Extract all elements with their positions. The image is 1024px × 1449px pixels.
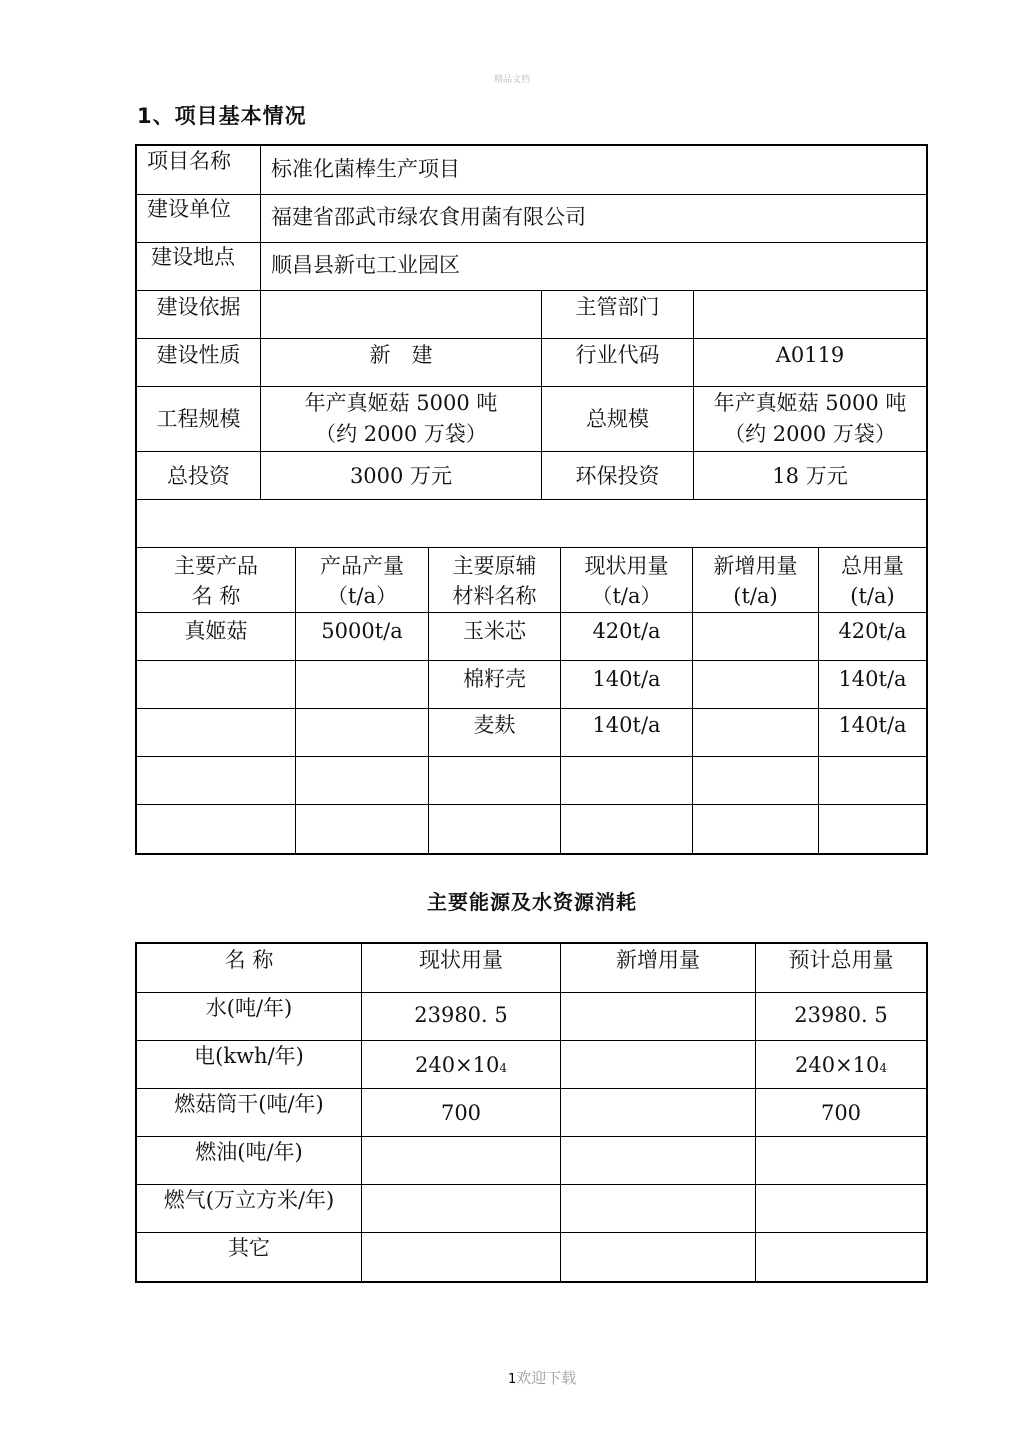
energy-row-current: 700 — [440, 1101, 482, 1125]
table-cell: 140t/a — [592, 667, 661, 691]
materials-header-material — [429, 551, 560, 611]
energy-row-name: 其它 — [228, 1236, 270, 1260]
page-number: 1 — [508, 1372, 517, 1387]
project-name-label: 项目名称 — [147, 149, 231, 173]
table-cell: 棉籽壳 — [463, 667, 526, 691]
energy-row-name: 水(吨/年) — [205, 996, 293, 1020]
total-scale-label: 总规模 — [586, 407, 649, 431]
energy-row-current: 23980. 5 — [414, 1003, 508, 1027]
scale-value-line2: （约 2000 万袋） — [315, 422, 487, 446]
scale-value-line1: 年产真姬菇 5000 吨 — [304, 391, 498, 415]
exponent: 4 — [879, 1061, 888, 1075]
table-cell: 5000t/a — [321, 619, 403, 643]
total-scale-value-line1: 年产真姬菇 5000 吨 — [713, 391, 907, 415]
footer-text: 欢迎下载 — [516, 1369, 577, 1387]
header-line: 产品产量 — [320, 554, 404, 578]
header-line: （t/a） — [591, 584, 662, 608]
project-info-table — [135, 144, 928, 855]
energy-header-name: 名 称 — [224, 948, 274, 972]
total-scale-value-line2: （约 2000 万袋） — [724, 422, 896, 446]
table-cell: 420t/a — [838, 619, 907, 643]
energy-title: 主要能源及水资源消耗 — [427, 890, 637, 914]
table-cell: 140t/a — [838, 667, 907, 691]
basis-label: 建设依据 — [156, 295, 241, 319]
energy-row-current — [362, 1050, 560, 1083]
site-label: 建设地点 — [151, 245, 235, 269]
nature-value: 新 建 — [369, 343, 433, 367]
table-cell: 真姬菇 — [184, 619, 248, 643]
unit-value: 福建省邵武市绿农食用菌有限公司 — [271, 205, 586, 229]
header-line: 总用量 — [841, 554, 904, 578]
env-investment-label: 环保投资 — [575, 464, 660, 488]
materials-header-total — [819, 551, 926, 611]
energy-row-name: 燃气(万立方米/年) — [163, 1188, 335, 1212]
materials-header-added — [693, 551, 818, 611]
investment-value: 3000 万元 — [349, 464, 453, 488]
header-line: 材料名称 — [452, 584, 537, 608]
investment-label: 总投资 — [167, 464, 230, 488]
energy-header-total: 预计总用量 — [788, 948, 894, 972]
industry-label: 行业代码 — [575, 343, 660, 367]
header-line: 现状用量 — [584, 554, 669, 578]
header-line: (t/a) — [850, 584, 895, 608]
header-line: 名 称 — [191, 584, 241, 608]
energy-row-total — [756, 1050, 926, 1083]
dept-label: 主管部门 — [575, 295, 660, 319]
materials-header-product — [137, 551, 295, 611]
energy-header-added: 新增用量 — [616, 948, 700, 972]
materials-header-current — [561, 551, 692, 611]
section-title: 1、项目基本情况 — [137, 104, 307, 128]
table-cell: 420t/a — [592, 619, 661, 643]
header-line: 主要原辅 — [452, 554, 537, 578]
header-line: 新增用量 — [713, 554, 798, 578]
header-line: (t/a) — [733, 584, 778, 608]
table-cell: 麦麸 — [473, 713, 516, 737]
header-line: 主要产品 — [174, 554, 258, 578]
value-text: 240×10 — [794, 1053, 880, 1077]
table-cell: 140t/a — [592, 713, 661, 737]
header-watermark: 精品文档 — [493, 75, 530, 85]
header-line: （t/a） — [326, 584, 398, 608]
energy-row-name: 燃菇筒干(吨/年) — [174, 1092, 324, 1116]
value-text: 240×10 — [414, 1053, 500, 1077]
nature-label: 建设性质 — [156, 343, 241, 367]
env-investment-value: 18 万元 — [772, 464, 848, 488]
energy-row-total: 23980. 5 — [794, 1003, 888, 1027]
site-value: 顺昌县新屯工业园区 — [271, 253, 460, 277]
table-cell: 140t/a — [838, 713, 907, 737]
page-footer — [508, 1367, 576, 1388]
energy-header-current: 现状用量 — [419, 948, 503, 972]
energy-table — [135, 942, 928, 1283]
energy-row-name: 电(kwh/年) — [194, 1044, 304, 1068]
energy-row-name: 燃油(吨/年) — [195, 1140, 303, 1164]
materials-header-output — [296, 551, 428, 611]
scale-label: 工程规模 — [156, 407, 241, 431]
table-cell: 玉米芯 — [463, 619, 526, 643]
exponent: 4 — [499, 1061, 508, 1075]
industry-value: A0119 — [775, 343, 845, 367]
unit-label: 建设单位 — [147, 197, 231, 221]
energy-row-total: 700 — [820, 1101, 862, 1125]
project-name-value: 标准化菌棒生产项目 — [271, 157, 460, 181]
